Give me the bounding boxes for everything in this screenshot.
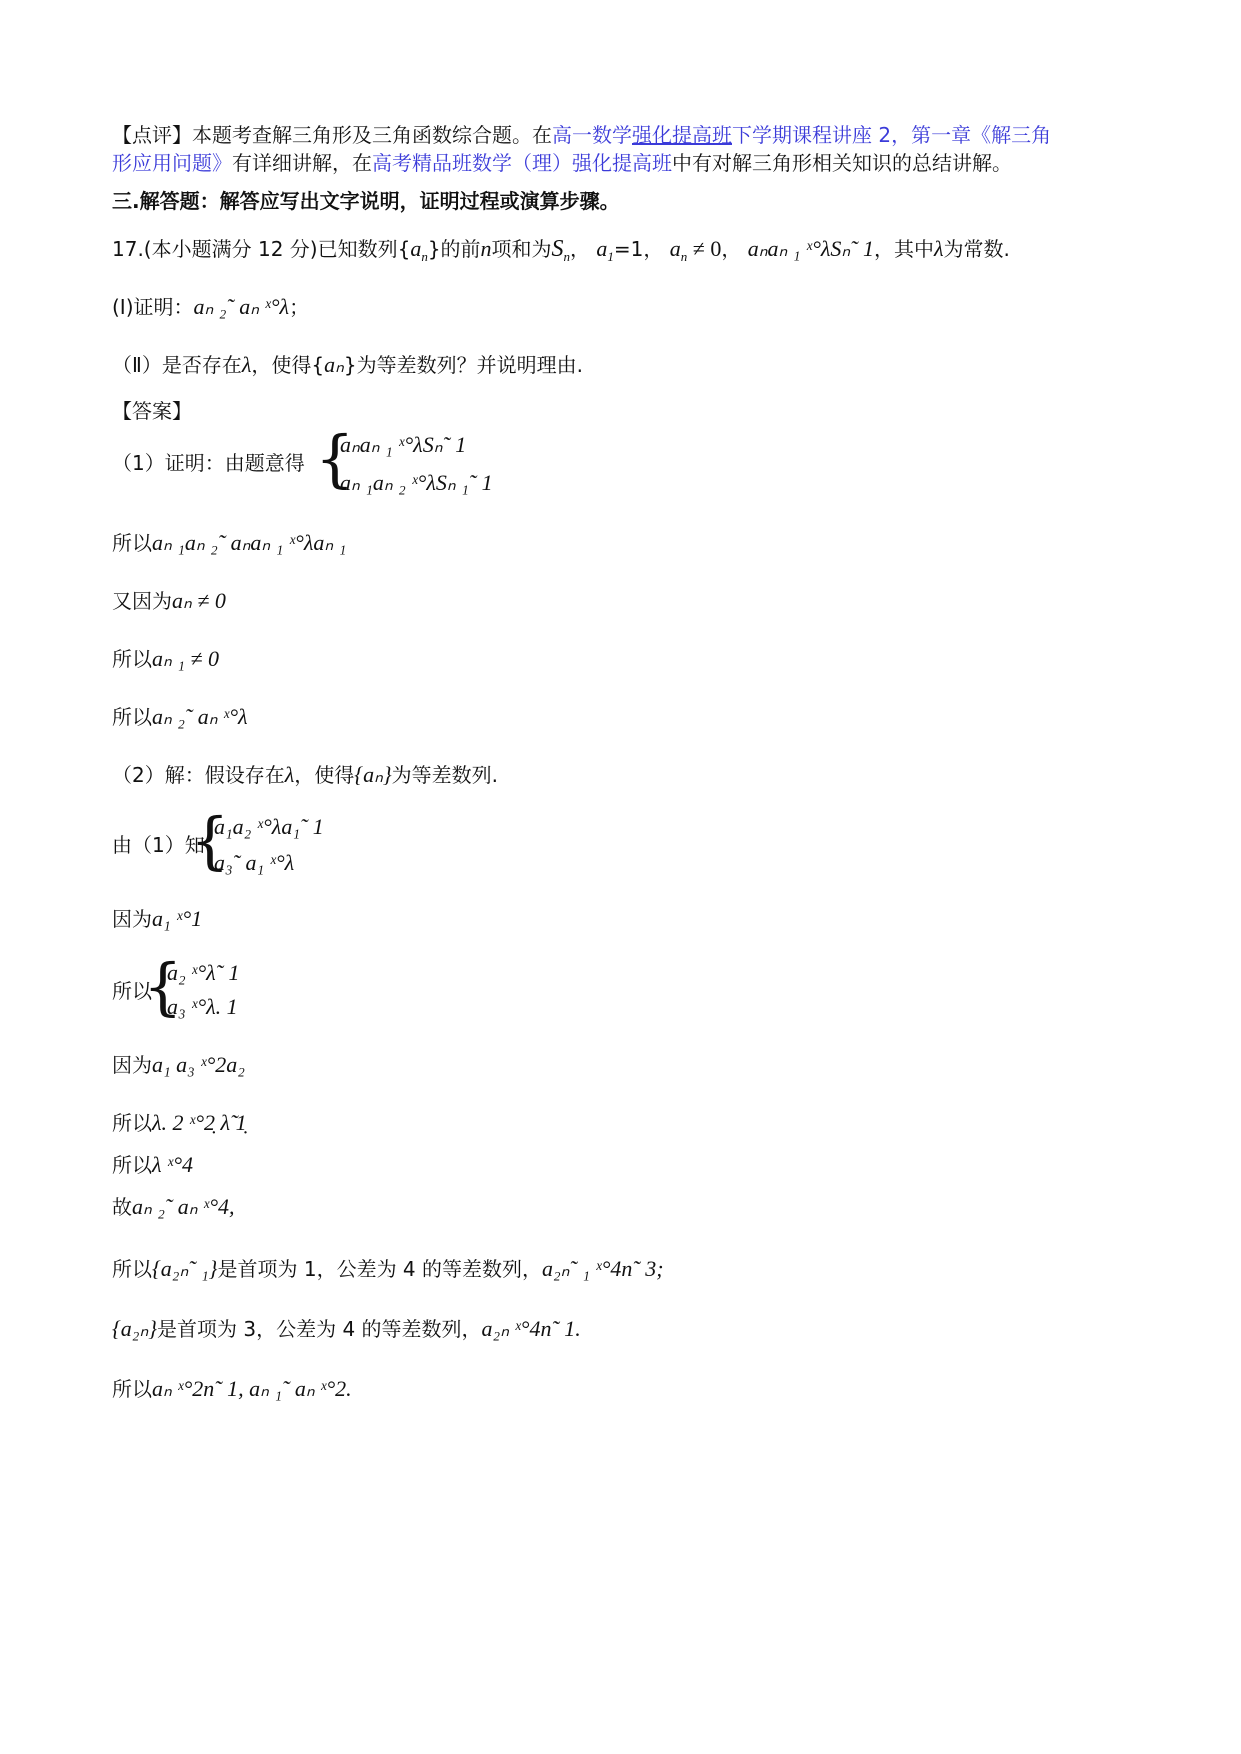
left-brace: { bbox=[143, 950, 183, 1023]
line-text: 所以 bbox=[112, 1153, 152, 1177]
solution-line bbox=[112, 1150, 193, 1180]
math-expr: λ. 2 ˣ°2̣ λ̃ 1̣ bbox=[152, 1110, 247, 1135]
solution-line bbox=[112, 702, 248, 732]
solution-line bbox=[112, 1314, 581, 1344]
math-expr: {aₙ} bbox=[354, 762, 392, 787]
equation-system-row: a₁a₂ ˣ°λa₁˜ 1 bbox=[214, 814, 324, 839]
comment-line-1 bbox=[112, 120, 1051, 150]
comment-text: 【点评】本题考查解三角形及三角函数综合题。在 bbox=[112, 123, 552, 147]
stem-text: 17.(本小题满分 12 分)已知数列{ bbox=[112, 237, 411, 261]
answer-label: 【答案】 bbox=[112, 399, 192, 423]
equation-system-row: a₂ ˣ°λ˜ 1 bbox=[167, 960, 240, 985]
course-link-chapter[interactable]: 形应用问题》 bbox=[112, 151, 232, 175]
math-sub: n bbox=[563, 249, 571, 264]
problem-stem bbox=[112, 234, 1010, 272]
line-text: 为等差数列. bbox=[391, 763, 498, 787]
solution-system-label: 由（1）知 bbox=[112, 833, 205, 857]
math-var: λ bbox=[934, 236, 944, 261]
line-text: ，使得 bbox=[294, 763, 355, 787]
solution-line bbox=[112, 1254, 664, 1284]
stem-text: ， bbox=[721, 237, 742, 261]
solution-system-label: 所以 bbox=[112, 979, 152, 1003]
line-text: 又因为 bbox=[112, 589, 172, 613]
math-expr: a₂ₙ ˣ°4n˜ 1. bbox=[481, 1316, 581, 1341]
line-text: 因为 bbox=[112, 907, 152, 931]
part-text: ； bbox=[289, 295, 310, 319]
line-text: 所以 bbox=[112, 1111, 152, 1135]
math-expr: {a₂ₙ˜ ₁} bbox=[152, 1256, 218, 1281]
math-expr: a₁ a₃ ˣ°2a₂ bbox=[152, 1052, 245, 1077]
course-link-strengthen-class[interactable]: 强化提高班 bbox=[632, 123, 732, 147]
math-sub: n bbox=[421, 249, 428, 264]
math-expr: aₙ ₂˜ aₙ ˣ°λ bbox=[152, 704, 248, 729]
comment-line-2 bbox=[112, 148, 1012, 178]
solution-line bbox=[112, 586, 226, 616]
solution-line bbox=[112, 644, 219, 674]
problem-part-1 bbox=[112, 292, 309, 322]
solution-line bbox=[112, 1108, 247, 1138]
math-expr: ₙaₙ ₁ ˣ°λSₙ˜ 1 bbox=[758, 236, 874, 261]
solution-line bbox=[112, 1192, 235, 1222]
section-heading: 三.解答题：解答应写出文字说明，证明过程或演算步骤。 bbox=[112, 189, 620, 213]
solution-line bbox=[112, 1050, 245, 1080]
stem-text: =1， bbox=[613, 237, 664, 261]
math-expr: a₂ₙ˜ ₁ ˣ°4n˜ 3; bbox=[542, 1256, 664, 1281]
line-text: 所以 bbox=[112, 1257, 152, 1281]
math-sub: 1 bbox=[607, 249, 614, 264]
equation-system-row: aₙaₙ ₁ ˣ°λSₙ˜ 1 bbox=[340, 432, 467, 457]
solution-line bbox=[112, 528, 346, 558]
equation-system-row: a₃˜ a₁ ˣ°λ bbox=[214, 850, 295, 875]
math-var: a bbox=[747, 236, 759, 261]
problem-part-2 bbox=[112, 350, 583, 380]
math-var: λ bbox=[284, 762, 295, 787]
equation-system-row: aₙ ₁aₙ ₂ ˣ°λSₙ ₁˜ 1 bbox=[340, 470, 493, 495]
line-text: 所以 bbox=[112, 1377, 152, 1401]
math-expr: a₁ ˣ°1 bbox=[152, 906, 203, 931]
math-var: a bbox=[596, 236, 608, 261]
solution-part-2-intro bbox=[112, 760, 498, 790]
stem-text: }的前 bbox=[427, 237, 481, 261]
solution-line bbox=[112, 904, 202, 934]
math-sub: n bbox=[680, 249, 688, 264]
math-var: a bbox=[669, 236, 681, 261]
comment-text: 中有对解三角形相关知识的总结讲解。 bbox=[672, 151, 1012, 175]
line-text: 是首项为 3，公差为 4 的等差数列， bbox=[157, 1317, 482, 1341]
part-text: (Ⅰ)证明： bbox=[112, 295, 194, 319]
math-expr: aₙ ₂˜ aₙ ˣ°4, bbox=[132, 1194, 235, 1219]
line-text: 所以 bbox=[112, 531, 152, 555]
math-expr: aₙ ˣ°2n˜ 1, aₙ ₁˜ aₙ ˣ°2. bbox=[152, 1376, 352, 1401]
line-text: 所以 bbox=[112, 647, 152, 671]
comment-text: 有详细讲解，在 bbox=[232, 151, 372, 175]
stem-text: ，其中 bbox=[874, 237, 934, 261]
math-expr: aₙ ≠ 0 bbox=[172, 588, 226, 613]
math-expr: aₙ ₁ ≠ 0 bbox=[152, 646, 219, 671]
math-var: λ bbox=[241, 352, 252, 377]
course-link-gaokao-class[interactable]: 高考精品班数学（理）强化提高班 bbox=[372, 151, 672, 175]
math-var: a bbox=[410, 236, 422, 261]
math-var: S bbox=[551, 236, 564, 262]
line-text: 是首项为 1，公差为 4 的等差数列， bbox=[217, 1257, 543, 1281]
stem-text: ， bbox=[570, 237, 591, 261]
left-brace: { bbox=[190, 804, 230, 877]
solution-step-1-label: （1）证明：由题意得 bbox=[112, 451, 305, 475]
part-text: （Ⅱ）是否存在 bbox=[112, 353, 242, 377]
equation-system-row: a₃ ˣ°λ. 1 bbox=[167, 994, 238, 1019]
math-text: ≠ 0 bbox=[687, 236, 722, 261]
part-text: }为等差数列？并说明理由. bbox=[343, 353, 583, 377]
math-expr: aₙ ₂˜ aₙ ˣ°λ bbox=[193, 294, 290, 319]
line-text: 故 bbox=[112, 1195, 132, 1219]
line-text: （2）解：假设存在 bbox=[112, 763, 285, 787]
course-link-lecture[interactable]: 下学期课程讲座 2，第一章《解三角 bbox=[732, 123, 1052, 147]
stem-text: 项和为 bbox=[491, 237, 552, 261]
math-expr: λ ˣ°4 bbox=[152, 1152, 194, 1177]
part-text: ，使得{ bbox=[251, 353, 325, 377]
math-expr: aₙ ₁aₙ ₂˜ aₙaₙ ₁ ˣ°λaₙ ₁ bbox=[152, 530, 347, 555]
stem-text: 为常数. bbox=[943, 237, 1010, 261]
math-expr: {a₂ₙ} bbox=[112, 1316, 158, 1341]
solution-line bbox=[112, 1374, 352, 1404]
left-brace: { bbox=[315, 422, 355, 495]
math-var: aₙ bbox=[324, 352, 344, 377]
line-text: 所以 bbox=[112, 705, 152, 729]
line-text: 因为 bbox=[112, 1053, 152, 1077]
math-var: n bbox=[480, 236, 492, 261]
course-link-grade1-math[interactable]: 高一数学 bbox=[552, 123, 632, 147]
